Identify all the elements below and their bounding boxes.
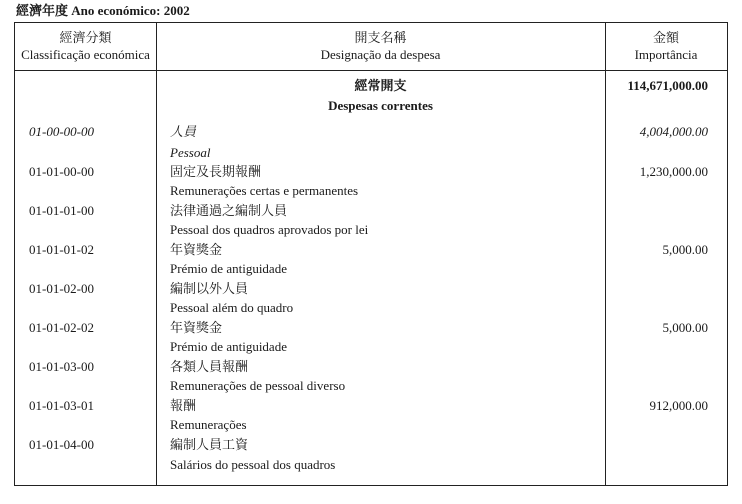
column-header-classification xyxy=(15,29,156,63)
row-name-cn: 編制以外人員 xyxy=(170,281,249,296)
row-name-cn: 報酬 xyxy=(170,398,197,413)
header-divider xyxy=(15,70,727,71)
budget-table xyxy=(14,22,728,486)
row-name-pt: Remunerações de pessoal diverso xyxy=(170,378,346,393)
row-name-pt: Prémio de antiguidade xyxy=(170,339,287,354)
row-name-pt: Salários do pessoal dos quadros xyxy=(170,457,336,472)
row-amount: 912,000.00 xyxy=(649,398,708,413)
column-divider xyxy=(605,23,606,485)
row-amount: 5,000.00 xyxy=(662,242,708,257)
column-header-pt: Importância xyxy=(634,47,698,62)
row-code: 01-01-00-00 xyxy=(29,164,94,179)
heading-pt: Ano económico: 2002 xyxy=(71,3,190,18)
row-code: 01-01-03-00 xyxy=(29,359,94,374)
column-header-designation xyxy=(156,29,605,63)
row-amount: 4,004,000.00 xyxy=(639,124,708,139)
row-amount: 5,000.00 xyxy=(662,320,708,335)
row-code: 01-01-04-00 xyxy=(29,437,94,452)
row-name-cn: 固定及長期報酬 xyxy=(170,164,262,179)
column-header-cn: 經濟分類 xyxy=(59,30,112,45)
column-header-pt: Designação da despesa xyxy=(320,47,441,62)
section-total-amount: 114,671,000.00 xyxy=(627,78,708,93)
row-name-cn: 人員 xyxy=(170,124,197,139)
row-code: 01-01-03-01 xyxy=(29,398,94,413)
row-name-pt: Pessoal dos quadros aprovados por lei xyxy=(170,222,369,237)
row-code: 01-00-00-00 xyxy=(29,124,94,139)
row-amount: 1,230,000.00 xyxy=(639,164,708,179)
column-header-cn: 開支名稱 xyxy=(354,30,407,45)
section-title-pt: Despesas correntes xyxy=(328,98,433,113)
row-name-pt: Pessoal xyxy=(170,145,211,160)
row-code: 01-01-02-02 xyxy=(29,320,94,335)
row-code: 01-01-01-02 xyxy=(29,242,94,257)
row-name-pt: Remunerações xyxy=(170,417,247,432)
column-header-pt: Classificação económica xyxy=(21,47,150,62)
row-code: 01-01-01-00 xyxy=(29,203,94,218)
heading-cn: 經濟年度 xyxy=(16,3,69,18)
row-name-cn: 各類人員報酬 xyxy=(170,359,249,374)
row-name-cn: 年資獎金 xyxy=(170,242,223,257)
row-name-cn: 法律通過之編制人員 xyxy=(170,203,288,218)
row-name-pt: Pessoal além do quadro xyxy=(170,300,294,315)
row-code: 01-01-02-00 xyxy=(29,281,94,296)
row-name-pt: Remunerações certas e permanentes xyxy=(170,183,359,198)
section-title-cn: 經常開支 xyxy=(354,78,407,93)
row-name-pt: Prémio de antiguidade xyxy=(170,261,287,276)
row-name-cn: 年資獎金 xyxy=(170,320,223,335)
row-name-cn: 編制人員工資 xyxy=(170,437,249,452)
column-header-amount xyxy=(605,29,727,63)
column-header-cn: 金額 xyxy=(652,30,679,45)
document-heading xyxy=(16,3,190,19)
